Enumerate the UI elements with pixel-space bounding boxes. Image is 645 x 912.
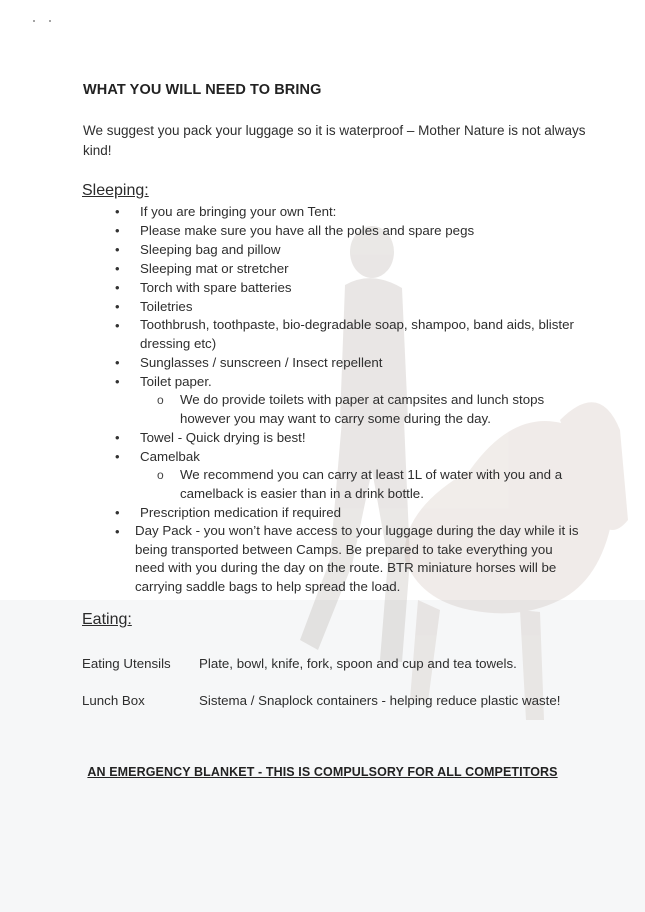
eating-utensils-value: Plate, bowl, knife, fork, spoon and cup and tea towels. — [199, 656, 517, 671]
bullet-icon: • — [115, 318, 120, 333]
sub-bullet-icon: o — [157, 393, 164, 407]
intro-paragraph: We suggest you pack your luggage so it is waterproof – Mother Nature is not always kind! — [83, 123, 586, 158]
sleeping-item: Torch with spare batteries — [140, 280, 292, 295]
bullet-icon: • — [115, 355, 120, 370]
sleeping-section-title: Sleeping: — [82, 182, 149, 199]
lunch-box-label: Lunch Box — [82, 693, 145, 708]
bullet-icon: • — [115, 204, 120, 219]
sleeping-item: Day Pack - you won’t have access to your luggage during the day while it is being transported between Camps. Be prepared to take everything you need with you during the day on the route. BTR miniature horses will be carrying saddle bags to help spread the load. — [135, 523, 579, 594]
eating-section-title: Eating: — [82, 611, 132, 628]
bullet-icon: • — [115, 430, 120, 445]
scan-speck — [33, 20, 35, 22]
scan-speck — [49, 20, 51, 22]
sleeping-item: Sleeping mat or stretcher — [140, 261, 289, 276]
sleeping-item: Please make sure you have all the poles and spare pegs — [140, 223, 475, 238]
bullet-icon: • — [115, 242, 120, 257]
bullet-icon: • — [115, 261, 120, 276]
bullet-icon: • — [115, 449, 120, 464]
bullet-icon: • — [115, 280, 120, 295]
sleeping-item: Toothbrush, toothpaste, bio-degradable soap, shampoo, band aids, blister dressing etc) — [140, 317, 574, 351]
page-heading: WHAT YOU WILL NEED TO BRING — [83, 82, 322, 98]
sleeping-sub-item: We do provide toilets with paper at campsites and lunch stops however you may want to carry some during the day. — [180, 392, 545, 426]
sleeping-item: Sleeping bag and pillow — [140, 242, 281, 257]
sleeping-item: If you are bringing your own Tent: — [140, 204, 337, 219]
sleeping-item: Prescription medication if required — [140, 505, 342, 520]
emergency-blanket-notice: AN EMERGENCY BLANKET - THIS IS COMPULSORY FOR ALL COMPETITORS — [87, 765, 558, 779]
sleeping-item: Toiletries — [140, 299, 193, 314]
sleeping-item: Camelbak — [140, 449, 200, 464]
sub-bullet-icon: o — [157, 468, 164, 482]
bullet-icon: • — [115, 299, 120, 314]
bullet-icon: • — [115, 223, 120, 238]
sleeping-item: Toilet paper. — [140, 374, 212, 389]
sleeping-item: Sunglasses / sunscreen / Insect repellent — [140, 355, 383, 370]
bullet-icon: • — [115, 524, 120, 539]
eating-utensils-label: Eating Utensils — [82, 656, 171, 671]
bullet-icon: • — [115, 374, 120, 389]
sleeping-item: Towel - Quick drying is best! — [140, 430, 306, 445]
lunch-box-value: Sistema / Snaplock containers - helping reduce plastic waste! — [199, 693, 561, 708]
sleeping-sub-item: We recommend you can carry at least 1L of water with you and a camelback is easier than in a drink bottle. — [180, 467, 563, 501]
bullet-icon: • — [115, 505, 120, 520]
